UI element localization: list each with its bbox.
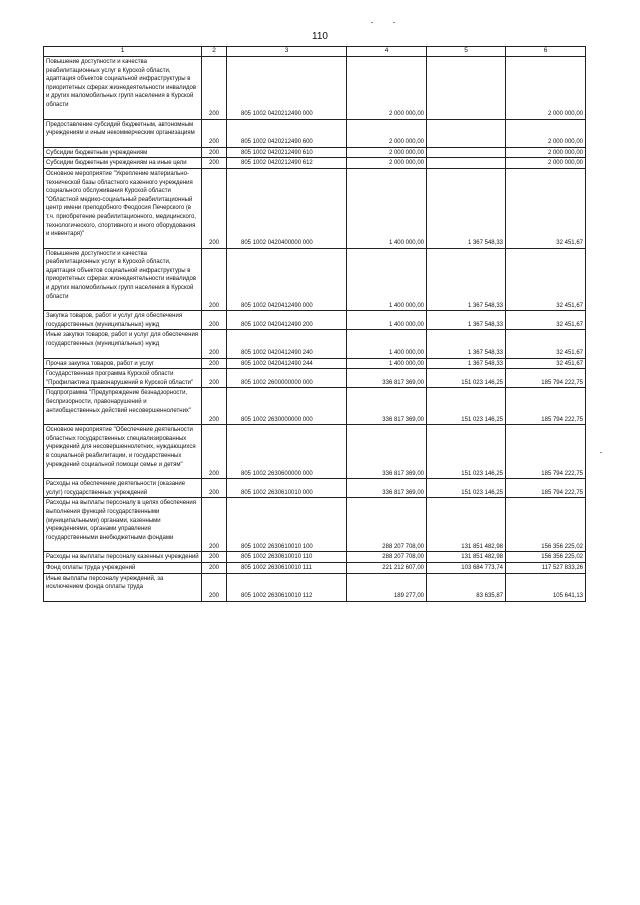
- column-number-cell: 3: [227, 47, 347, 57]
- name-cell: [44, 573, 202, 601]
- kbk-cell: 805 1002 0420412490 200: [227, 311, 347, 330]
- expense-name: Расходы на обеспечение деятельности (оказание услуг) государственных учреждений: [46, 481, 186, 496]
- name-cell: [44, 479, 202, 498]
- report-table-body: [44, 47, 586, 602]
- exec-cell: [427, 57, 506, 120]
- kbk-cell: 805 1002 0420412490 240: [227, 330, 347, 358]
- rest-cell: 32 451,67: [506, 248, 586, 311]
- kbk-cell: 805 1002 2630000000 000: [227, 388, 347, 425]
- column-number-cell: 6: [506, 47, 586, 57]
- plan-cell: 1 400 000,00: [347, 330, 427, 358]
- code-cell: 200: [202, 369, 227, 388]
- expense-name: Расходы на выплаты персоналу казенных учреждений: [46, 554, 199, 561]
- exec-cell: 1 367 548,33: [427, 358, 506, 369]
- name-cell: [44, 552, 202, 563]
- expense-name: Подпрограмма "Предупреждение безнадзорности, беспризорности, правонарушений и антиобщественных действий несовершеннолетних": [46, 390, 192, 414]
- rest-cell: 185 794 222,75: [506, 369, 586, 388]
- expense-name: Прочая закупка товаров, работ и услуг: [46, 360, 155, 367]
- name-cell: [44, 498, 202, 552]
- column-number-cell: 1: [44, 47, 202, 57]
- exec-cell: 131 851 482,98: [427, 552, 506, 563]
- table-row: [44, 119, 586, 147]
- rest-cell: 2 000 000,00: [506, 158, 586, 169]
- name-cell: [44, 369, 202, 388]
- column-number-row: [44, 47, 586, 57]
- code-cell: 200: [202, 57, 227, 120]
- kbk-cell: 805 1002 2630610010 112: [227, 573, 347, 601]
- kbk-cell: 805 1002 0420412490 244: [227, 358, 347, 369]
- code-cell: 200: [202, 425, 227, 479]
- plan-cell: 336 817 369,00: [347, 388, 427, 425]
- plan-cell: 288 207 708,00: [347, 498, 427, 552]
- table-row: [44, 573, 586, 601]
- table-row: [44, 168, 586, 248]
- rest-cell: 117 527 833,26: [506, 562, 586, 573]
- rest-cell: 2 000 000,00: [506, 147, 586, 158]
- plan-cell: 2 000 000,00: [347, 147, 427, 158]
- name-cell: [44, 311, 202, 330]
- code-cell: 200: [202, 552, 227, 563]
- plan-cell: 336 817 369,00: [347, 369, 427, 388]
- name-cell: [44, 358, 202, 369]
- page-number: 110: [312, 31, 328, 42]
- exec-cell: 151 023 146,25: [427, 369, 506, 388]
- name-cell: [44, 388, 202, 425]
- column-number-cell: 4: [347, 47, 427, 57]
- expense-name: Повышение доступности и качества реабилитационных услуг в Курской области, адаптация объектов социальной инфраструктуры в приоритетных сферах жизнедеятельности инвалидов и других маломобильных групп населения в Курской области: [46, 59, 197, 108]
- code-cell: 200: [202, 147, 227, 158]
- rest-cell: 32 451,67: [506, 330, 586, 358]
- rest-cell: 32 451,67: [506, 168, 586, 248]
- scan-speck: [371, 22, 373, 23]
- table-row: [44, 147, 586, 158]
- plan-cell: 1 400 000,00: [347, 168, 427, 248]
- expense-name: Основное мероприятие "Обеспечение деятельности областных государственных специализированных учреждений для несовершеннолетних, нуждающихся в социальной реабилитации, и государственных учреждений социальной помощи семье и детям": [46, 427, 196, 468]
- rest-cell: 2 000 000,00: [506, 119, 586, 147]
- column-number-cell: 2: [202, 47, 227, 57]
- expense-name: Иные закупки товаров, работ и услуг для обеспечения государственных (муниципальных) нужд: [46, 332, 199, 348]
- table-row: [44, 425, 586, 479]
- exec-cell: 1 367 548,33: [427, 330, 506, 358]
- expense-name: Фонд оплаты труда учреждений: [46, 564, 136, 571]
- kbk-cell: 805 1002 2600000000 000: [227, 369, 347, 388]
- plan-cell: 2 000 000,00: [347, 57, 427, 120]
- kbk-cell: 805 1002 0420212490 610: [227, 147, 347, 158]
- expense-name: Расходы на выплаты персоналу в целях обеспечения выполнения функций государственными (муниципальными) органами, казенными учреждениями, органами управления государственными внебюджетными фондами: [46, 500, 196, 541]
- code-cell: 200: [202, 168, 227, 248]
- code-cell: 200: [202, 311, 227, 330]
- name-cell: [44, 147, 202, 158]
- expense-name: Субсидии бюджетным учреждениям: [46, 149, 148, 156]
- code-cell: 200: [202, 498, 227, 552]
- kbk-cell: 805 1002 2630610010 110: [227, 552, 347, 563]
- name-cell: [44, 119, 202, 147]
- plan-cell: 288 207 708,00: [347, 552, 427, 563]
- kbk-cell: 805 1002 2630610010 000: [227, 479, 347, 498]
- expense-name: Государственная программа Курской области "Профилактика правонарушений в Курской области": [46, 371, 194, 386]
- rest-cell: 156 356 225,02: [506, 498, 586, 552]
- table-row: [44, 498, 586, 552]
- table-row: [44, 369, 586, 388]
- name-cell: [44, 425, 202, 479]
- exec-cell: [427, 158, 506, 169]
- name-cell: [44, 57, 202, 120]
- exec-cell: 131 851 482,98: [427, 498, 506, 552]
- exec-cell: 103 684 773,74: [427, 562, 506, 573]
- table-row: [44, 57, 586, 120]
- exec-cell: 151 023 146,25: [427, 479, 506, 498]
- table-row: [44, 311, 586, 330]
- plan-cell: 336 817 369,00: [347, 479, 427, 498]
- exec-cell: 1 367 548,33: [427, 168, 506, 248]
- expense-name: Иные выплаты персоналу учреждений, за исключением фонда оплаты труда: [46, 575, 164, 591]
- exec-cell: 151 023 146,25: [427, 425, 506, 479]
- code-cell: 200: [202, 119, 227, 147]
- code-cell: 200: [202, 388, 227, 425]
- table-row: [44, 248, 586, 311]
- exec-cell: 83 635,87: [427, 573, 506, 601]
- name-cell: [44, 158, 202, 169]
- rest-cell: 156 356 225,02: [506, 552, 586, 563]
- table-row: [44, 330, 586, 358]
- exec-cell: [427, 119, 506, 147]
- exec-cell: 1 367 548,33: [427, 311, 506, 330]
- rest-cell: 32 451,67: [506, 358, 586, 369]
- plan-cell: 2 000 000,00: [347, 158, 427, 169]
- column-number-cell: 5: [427, 47, 506, 57]
- table-row: [44, 562, 586, 573]
- plan-cell: 1 400 000,00: [347, 358, 427, 369]
- kbk-cell: 805 1002 0420212490 600: [227, 119, 347, 147]
- code-cell: 200: [202, 479, 227, 498]
- expense-name: Субсидии бюджетным учреждениям на иные цели: [46, 160, 187, 167]
- code-cell: 200: [202, 158, 227, 169]
- table-row: [44, 158, 586, 169]
- expense-name: Закупка товаров, работ и услуг для обеспечения государственных (муниципальных) нужд: [46, 313, 183, 328]
- code-cell: 200: [202, 573, 227, 601]
- rest-cell: 2 000 000,00: [506, 57, 586, 120]
- code-cell: 200: [202, 358, 227, 369]
- kbk-cell: 805 1002 0420412490 000: [227, 248, 347, 311]
- kbk-cell: 805 1002 2630600000 000: [227, 425, 347, 479]
- name-cell: [44, 168, 202, 248]
- scan-speck: [600, 452, 602, 453]
- kbk-cell: 805 1002 0420400000 000: [227, 168, 347, 248]
- expense-name: Повышение доступности и качества реабилитационных услуг в Курской области, адаптация объектов социальной инфраструктуры в приоритетных сферах жизнедеятельности инвалидов и других маломобильных групп населения в Курской области: [46, 250, 197, 300]
- name-cell: [44, 330, 202, 358]
- name-cell: [44, 248, 202, 311]
- name-cell: [44, 562, 202, 573]
- kbk-cell: 805 1002 0420212490 000: [227, 57, 347, 120]
- plan-cell: 1 400 000,00: [347, 248, 427, 311]
- exec-cell: 1 367 548,33: [427, 248, 506, 311]
- rest-cell: 32 451,67: [506, 311, 586, 330]
- table-row: [44, 388, 586, 425]
- table-row: [44, 358, 586, 369]
- rest-cell: 185 794 222,75: [506, 388, 586, 425]
- kbk-cell: 805 1002 2630610010 111: [227, 562, 347, 573]
- expense-name: Предоставление субсидий бюджетным, автономным учреждениям и иным некоммерческим организациям: [46, 121, 195, 137]
- rest-cell: 185 794 222,75: [506, 425, 586, 479]
- code-cell: 200: [202, 330, 227, 358]
- plan-cell: 2 000 000,00: [347, 119, 427, 147]
- table-row: [44, 479, 586, 498]
- code-cell: 200: [202, 562, 227, 573]
- exec-cell: 151 023 146,25: [427, 388, 506, 425]
- scan-speck: [393, 22, 395, 23]
- kbk-cell: 805 1002 0420212490 612: [227, 158, 347, 169]
- plan-cell: 189 277,00: [347, 573, 427, 601]
- rest-cell: 105 641,13: [506, 573, 586, 601]
- table-row: [44, 552, 586, 563]
- report-table: [43, 46, 586, 602]
- expense-name: Основное мероприятие "Укрепление материально-технической базы областного казенного учреждения социального обслуживания Курской области "Областной медико-социальный реабилитационный центр имени преподобного Феодосия Печерского (в т.ч. приобретение реабилитационного, медицинского, технологического, спортивного и иного оборудования и инвентаря)": [46, 170, 196, 238]
- rest-cell: 185 794 222,75: [506, 479, 586, 498]
- code-cell: 200: [202, 248, 227, 311]
- exec-cell: [427, 147, 506, 158]
- kbk-cell: 805 1002 2630610010 100: [227, 498, 347, 552]
- plan-cell: 336 817 369,00: [347, 425, 427, 479]
- plan-cell: 1 400 000,00: [347, 311, 427, 330]
- plan-cell: 221 212 607,00: [347, 562, 427, 573]
